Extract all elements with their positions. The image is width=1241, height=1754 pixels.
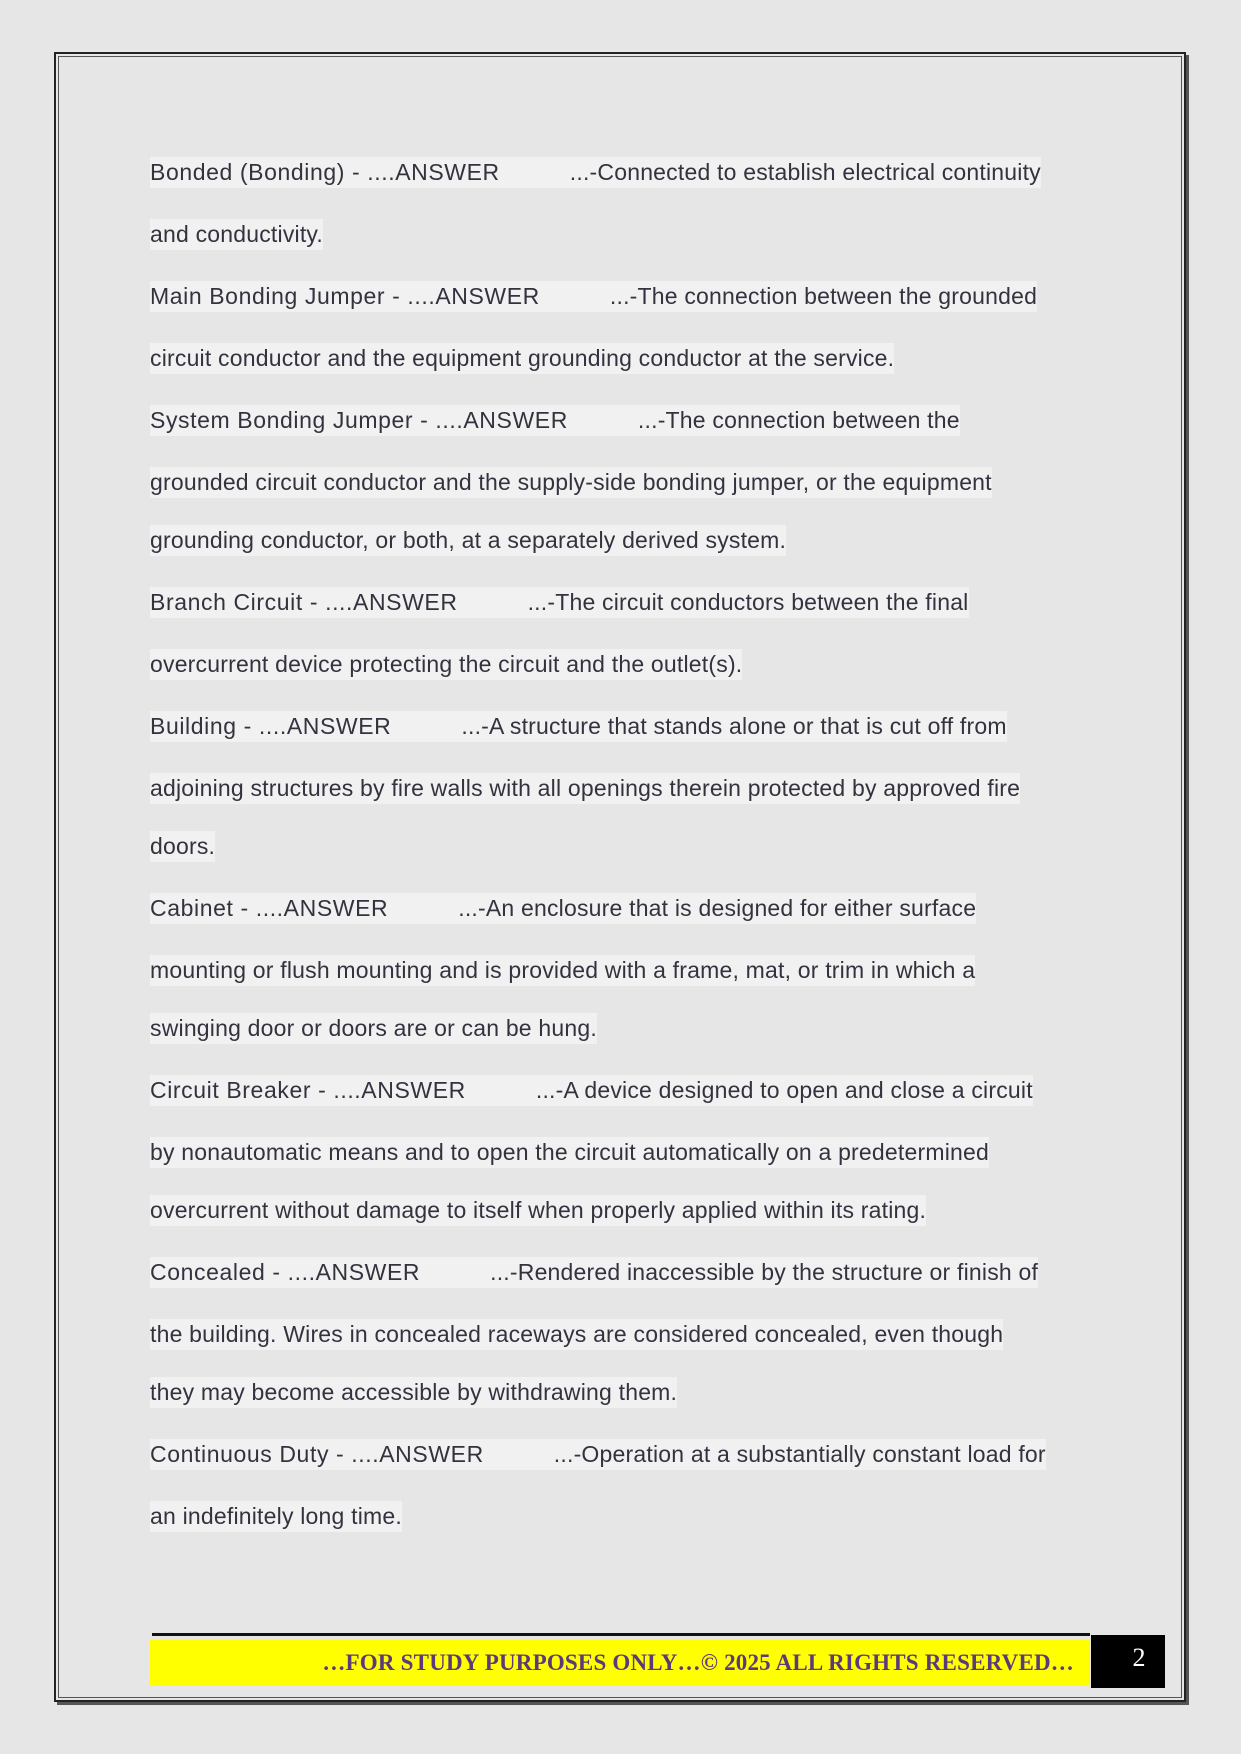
footer-notice-text: …FOR STUDY PURPOSES ONLY…© 2025 ALL RIGHTS RESERVED…: [322, 1650, 1074, 1675]
definition-text: mounting or flush mounting and is provided with a frame, mat, or trim in which a: [150, 955, 975, 986]
definition-entry: [150, 272, 1090, 382]
document-body: [150, 148, 1090, 1554]
definition-line: [150, 1310, 1090, 1358]
definition-answer: ...-Operation at a substantially constant load for: [553, 1440, 1046, 1467]
definition-text: circuit conductor and the equipment grounding conductor at the service.: [150, 343, 894, 374]
definition-text: grounding conductor, or both, at a separately derived system.: [150, 525, 786, 556]
definition-text: overcurrent without damage to itself when properly applied within its rating.: [150, 1195, 926, 1226]
definition-line: [150, 1492, 1090, 1540]
definition-term: Circuit Breaker - ....ANSWER: [150, 1076, 466, 1103]
definition-entry: [150, 578, 1090, 688]
definition-text: they may become accessible by withdrawing them.: [150, 1377, 677, 1408]
definition-term: Bonded (Bonding) - ....ANSWER: [150, 158, 500, 185]
definition-text: by nonautomatic means and to open the circuit automatically on a predetermined: [150, 1137, 989, 1168]
footer-divider: [152, 1633, 1090, 1636]
definition-answer: ...-The connection between the: [637, 406, 960, 433]
definition-line: [150, 578, 1090, 626]
definition-line: [150, 884, 1090, 932]
definition-line: [150, 272, 1090, 320]
definition-line: [150, 516, 1090, 564]
definition-line: [150, 822, 1090, 870]
definition-line: [150, 396, 1090, 444]
definition-entry: [150, 1248, 1090, 1416]
footer-notice: [150, 1640, 1090, 1686]
definition-entry: [150, 396, 1090, 564]
definition-answer: ...-A structure that stands alone or that is cut off from: [461, 712, 1007, 739]
definition-line: [150, 1066, 1090, 1114]
definition-text: adjoining structures by fire walls with all openings therein protected by approved fire: [150, 773, 1020, 804]
definition-first-line: [150, 1257, 1038, 1288]
definition-first-line: [150, 893, 976, 924]
definition-text: swinging door or doors are or can be hung.: [150, 1013, 597, 1044]
definition-term: System Bonding Jumper - ....ANSWER: [150, 406, 568, 433]
definition-line: [150, 458, 1090, 506]
definition-answer: ...-Connected to establish electrical continuity: [569, 158, 1041, 185]
definition-line: [150, 1128, 1090, 1176]
definition-term: Continuous Duty - ....ANSWER: [150, 1440, 484, 1467]
definition-line: [150, 640, 1090, 688]
definition-answer: ...-The circuit conductors between the final: [527, 588, 969, 615]
definition-line: [150, 210, 1090, 258]
definition-answer: ...-An enclosure that is designed for either surface: [458, 894, 977, 921]
definition-term: Building - ....ANSWER: [150, 712, 392, 739]
definition-line: [150, 1430, 1090, 1478]
definition-term: Concealed - ....ANSWER: [150, 1258, 421, 1285]
definition-line: [150, 1248, 1090, 1296]
definition-line: [150, 1368, 1090, 1416]
definition-first-line: [150, 157, 1041, 188]
definition-term: Main Bonding Jumper - ....ANSWER: [150, 282, 540, 309]
definition-text: and conductivity.: [150, 219, 323, 250]
definition-entry: [150, 148, 1090, 258]
definition-text: overcurrent device protecting the circuit and the outlet(s).: [150, 649, 742, 680]
definition-entry: [150, 1430, 1090, 1540]
definition-line: [150, 334, 1090, 382]
definition-answer: ...-A device designed to open and close a circuit: [535, 1076, 1033, 1103]
definition-term: Cabinet - ....ANSWER: [150, 894, 389, 921]
definition-line: [150, 148, 1090, 196]
definition-first-line: [150, 281, 1037, 312]
definition-text: doors.: [150, 831, 215, 862]
definition-line: [150, 764, 1090, 812]
definition-text: an indefinitely long time.: [150, 1501, 402, 1532]
definition-text: grounded circuit conductor and the supply-side bonding jumper, or the equipment: [150, 467, 992, 498]
definition-text: the building. Wires in concealed raceways are considered concealed, even though: [150, 1319, 1003, 1350]
definition-line: [150, 702, 1090, 750]
definition-entry: [150, 1066, 1090, 1234]
definition-first-line: [150, 1075, 1033, 1106]
definition-entry: [150, 702, 1090, 870]
definition-first-line: [150, 711, 1007, 742]
definition-line: [150, 1186, 1090, 1234]
definition-first-line: [150, 1439, 1046, 1470]
definition-entry: [150, 884, 1090, 1052]
definition-answer: ...-The connection between the grounded: [609, 282, 1038, 309]
definition-answer: ...-Rendered inaccessible by the structure or finish of: [490, 1258, 1039, 1285]
definition-line: [150, 946, 1090, 994]
page-number: 2: [1091, 1635, 1165, 1688]
definition-first-line: [150, 587, 969, 618]
definition-first-line: [150, 405, 960, 436]
definition-term: Branch Circuit - ....ANSWER: [150, 588, 458, 615]
definition-line: [150, 1004, 1090, 1052]
